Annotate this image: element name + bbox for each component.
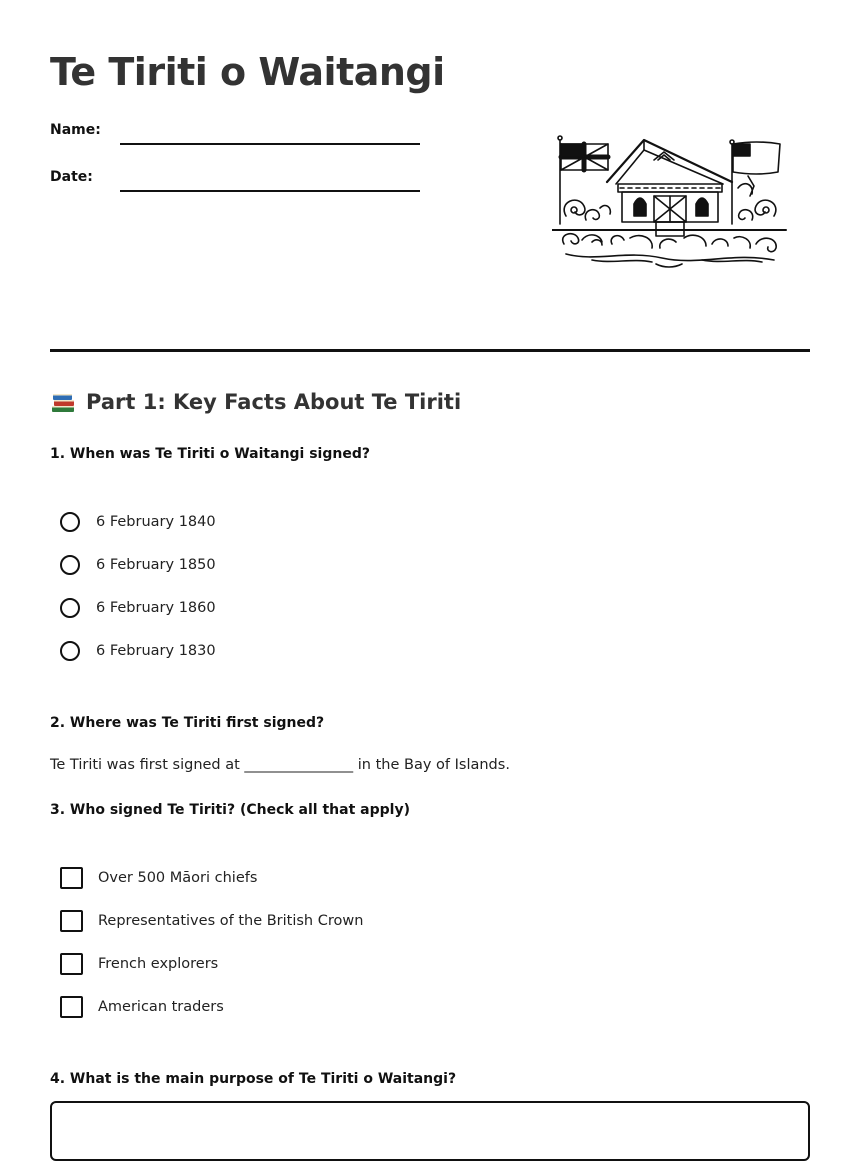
option-label: French explorers [98, 956, 219, 972]
q1-option-3[interactable] [60, 598, 216, 618]
q1-option-1[interactable] [60, 512, 216, 532]
name-label: Name: [50, 122, 101, 138]
question-2: 2. Where was Te Tiriti first signed? [50, 715, 325, 731]
option-label: 6 February 1860 [96, 600, 216, 616]
date-field[interactable] [120, 190, 420, 192]
page-title: Te Tiriti o Waitangi [50, 50, 445, 94]
section-title: Part 1: Key Facts About Te Tiriti [86, 390, 462, 414]
q1-option-4[interactable] [60, 641, 216, 661]
sentence-start: Te Tiriti was first signed at [50, 757, 240, 773]
option-label: 6 February 1830 [96, 643, 216, 659]
option-label: American traders [98, 999, 224, 1015]
radio-button[interactable] [60, 598, 80, 618]
books-icon [50, 389, 76, 415]
blank-answer[interactable]: _______________ [244, 757, 354, 773]
question-4: 4. What is the main purpose of Te Tiriti o Waitangi? [50, 1071, 457, 1087]
q3-option-1[interactable] [60, 867, 257, 889]
option-label: 6 February 1840 [96, 514, 216, 530]
q3-option-2[interactable] [60, 910, 363, 932]
radio-button[interactable] [60, 641, 80, 661]
checkbox[interactable] [60, 996, 83, 1018]
section-divider [50, 349, 810, 352]
q3-option-4[interactable] [60, 996, 224, 1018]
option-label: Representatives of the British Crown [98, 913, 364, 929]
sentence-end: in the Bay of Islands. [357, 757, 510, 773]
option-label: 6 February 1850 [96, 557, 216, 573]
q3-option-3[interactable] [60, 953, 218, 975]
date-label: Date: [50, 169, 93, 185]
radio-button[interactable] [60, 512, 80, 532]
radio-button[interactable] [60, 555, 80, 575]
checkbox[interactable] [60, 867, 83, 889]
checkbox[interactable] [60, 953, 83, 975]
fill-in-sentence [50, 757, 510, 773]
name-field[interactable] [120, 143, 420, 145]
section-heading [50, 389, 461, 415]
option-label: Over 500 Māori chiefs [98, 870, 258, 886]
checkbox[interactable] [60, 910, 83, 932]
question-3: 3. Who signed Te Tiriti? (Check all that apply) [50, 802, 410, 818]
question-1: 1. When was Te Tiriti o Waitangi signed? [50, 446, 370, 462]
answer-textarea[interactable] [50, 1101, 810, 1161]
waitangi-treaty-house-with-flags-icon [552, 132, 788, 270]
q1-option-2[interactable] [60, 555, 216, 575]
